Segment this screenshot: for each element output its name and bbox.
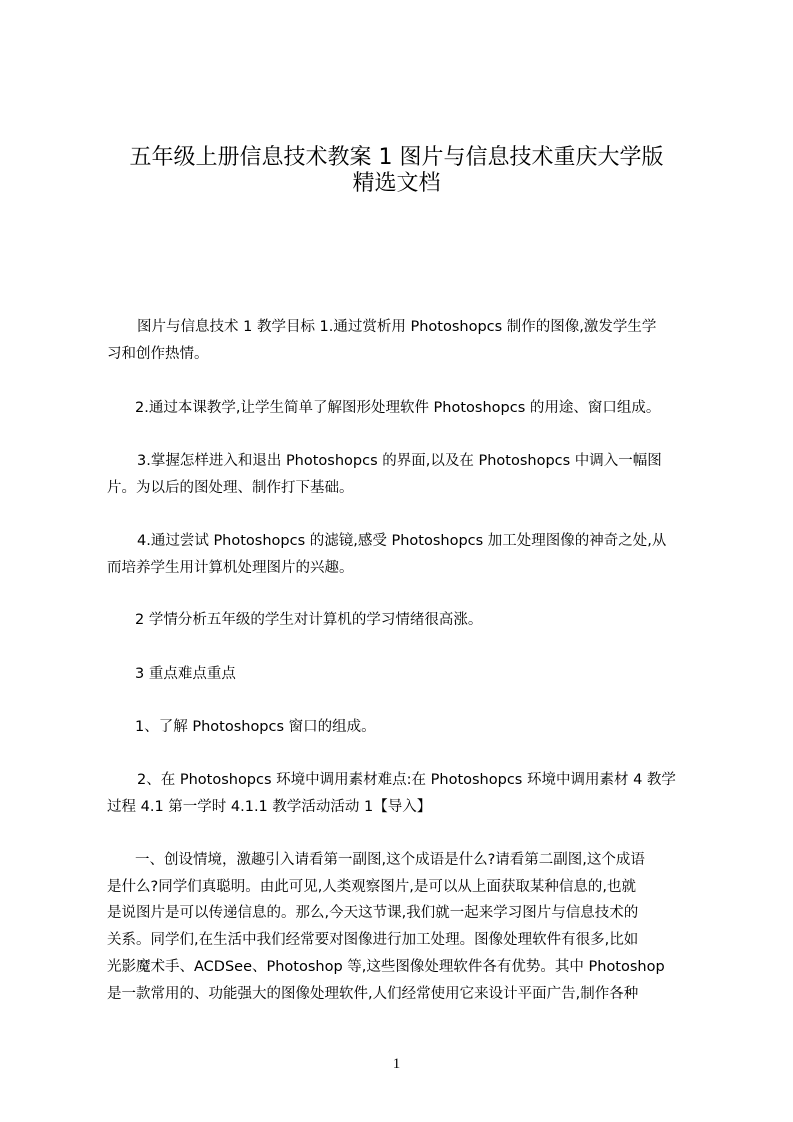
paragraph-line: 图片与信息技术 1 教学目标 1.通过赏析用 Photoshopcs 制作的图像,激发学生学 xyxy=(137,319,657,335)
doc-title-line-2: 精选文档 xyxy=(352,171,441,196)
paragraph-line: 习和创作热情。 xyxy=(107,346,209,362)
paragraph-line: 4.通过尝试 Photoshopcs 的滤镜,感受 Photoshopcs 加工处理图像的神奇之处,从 xyxy=(137,533,667,549)
paragraph-line: 是一款常用的、功能强大的图像处理软件,人们经常使用它来设计平面广告,制作各种 xyxy=(107,986,639,1002)
paragraph-line: 3.掌握怎样进入和退出 Photoshopcs 的界面,以及在 Photoshopcs 中调入一幅图 xyxy=(137,453,662,469)
paragraph-line: 光影魔术手、ACDSee、Photoshop 等,这些图像处理软件各有优势。其中 Photoshop xyxy=(107,959,665,975)
paragraph-line: 关系。同学们,在生活中我们经常要对图像进行加工处理。图像处理软件有很多,比如 xyxy=(107,932,639,948)
paragraph-line: 3 重点难点重点 xyxy=(135,666,236,682)
paragraph-line: 片。为以后的图处理、制作打下基础。 xyxy=(107,480,354,496)
paragraph-line: 而培养学生用计算机处理图片的兴趣。 xyxy=(107,560,354,576)
doc-title-line-1: 五年级上册信息技术教案 1 图片与信息技术重庆大学版 xyxy=(129,145,664,170)
page-number: 1 xyxy=(392,1056,401,1072)
paragraph-line: 是什么?同学们真聪明。由此可见,人类观察图片,是可以从上面获取某种信息的,也就 xyxy=(107,879,637,895)
paragraph-line: 1、了解 Photoshopcs 窗口的组成。 xyxy=(135,719,376,735)
paragraph-line: 2.通过本课教学,让学生简单了解图形处理软件 Photoshopcs 的用途、窗口组成。 xyxy=(135,400,661,416)
paragraph-line: 2 学情分析五年级的学生对计算机的学习情绪很高涨。 xyxy=(135,612,483,628)
paragraph-line: 2、在 Photoshopcs 环境中调用素材难点:在 Photoshopcs 环境中调用素材 4 教学 xyxy=(137,772,676,788)
paragraph-line: 过程 4.1 第一学时 4.1.1 教学活动活动 1【导入】 xyxy=(107,799,432,815)
paragraph-line: 一、创设情境，激趣引入请看第一副图,这个成语是什么?请看第二副图,这个成语 xyxy=(135,852,645,868)
paragraph-line: 是说图片是可以传递信息的。那么,今天这节课,我们就一起来学习图片与信息技术的 xyxy=(107,905,639,921)
